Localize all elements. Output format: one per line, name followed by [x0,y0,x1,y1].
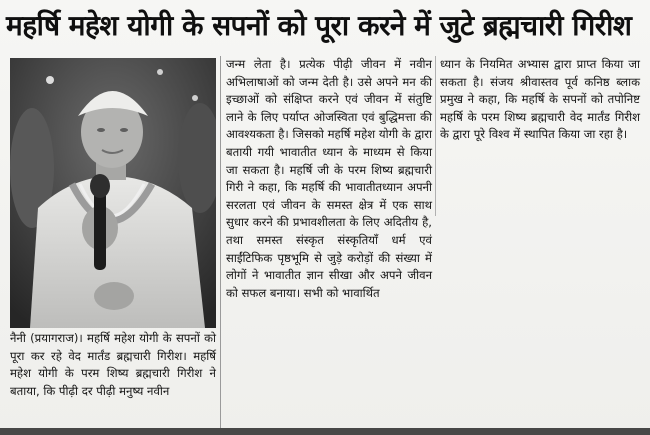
article-column-right [440,56,640,144]
article-column-left [10,330,216,400]
column-right-text: ध्यान के नियमित अभ्यास द्वारा प्राप्त किया जा सकता है। संजय श्रीवास्तव पूर्व कनिष्ठ ब्लाक प्रमुख ने कहा, कि महर्षि के सपनों को तपोनिष्ट महर्षि के परम शिष्य ब्रह्मचारी वेद मार्तंड गिरीश के द्वारा पूरे विश्व में स्थापित किया जा रहा है। [440,57,640,142]
column-left-text: नैनी (प्रयागराज)। महर्षि महेश योगी के सपनों को पूरा कर रहे वेद मार्तंड ब्रह्मचारी गिरीश। महर्षि महेश योगी के परम शिष्य ब्रह्मचारी गिरीश ने बताया, कि पीढ़ी दर पीढ़ी मनुष्य नवीन [10,331,216,398]
article-column-middle [226,56,432,302]
column-divider-right [435,56,436,216]
column-divider [220,56,221,428]
article-headline: महर्षि महेश योगी के सपनों को पूरा करने में जुटे ब्रह्मचारी गिरीश [6,9,632,42]
column-middle-text: जन्म लेता है। प्रत्येक पीढ़ी जीवन में नवीन अभिलाषाओं को जन्म देती है। उसे अपने मन की इच्छाओं को संक्षिप्त करने एवं जीवन में संतुष्टि लाने के लिए पर्याप्त ओजस्विता एवं बुद्धिमत्ता की आवश्यकता है। जिसको महर्षि महेश योगी के द्वारा बतायी गयी भावातीत ध्यान के माध्यम से किया जा सकता है। महर्षि जी के परम शिष्य ब्रह्मचारी गिरी ने कहा, कि महर्षि की भावातीतध्यान अपनी सरलता एवं जीवन के समस्त क्षेत्र में एक साथ सुधार करने की प्रभावशीलता के लिए अदितीय है, तथा समस्त संस्कृत संस्कृतियाँ धर्म एवं साईंटिफिक पृष्ठभूमि से जुड़े करोड़ों की संख्या में लोगों ने भावातीत ज्ञान सीखा और अपने जीवन को सफल बनाया। सभी को भावार्थित [226,57,432,300]
article-photo [10,58,216,328]
bottom-edge [0,428,650,435]
